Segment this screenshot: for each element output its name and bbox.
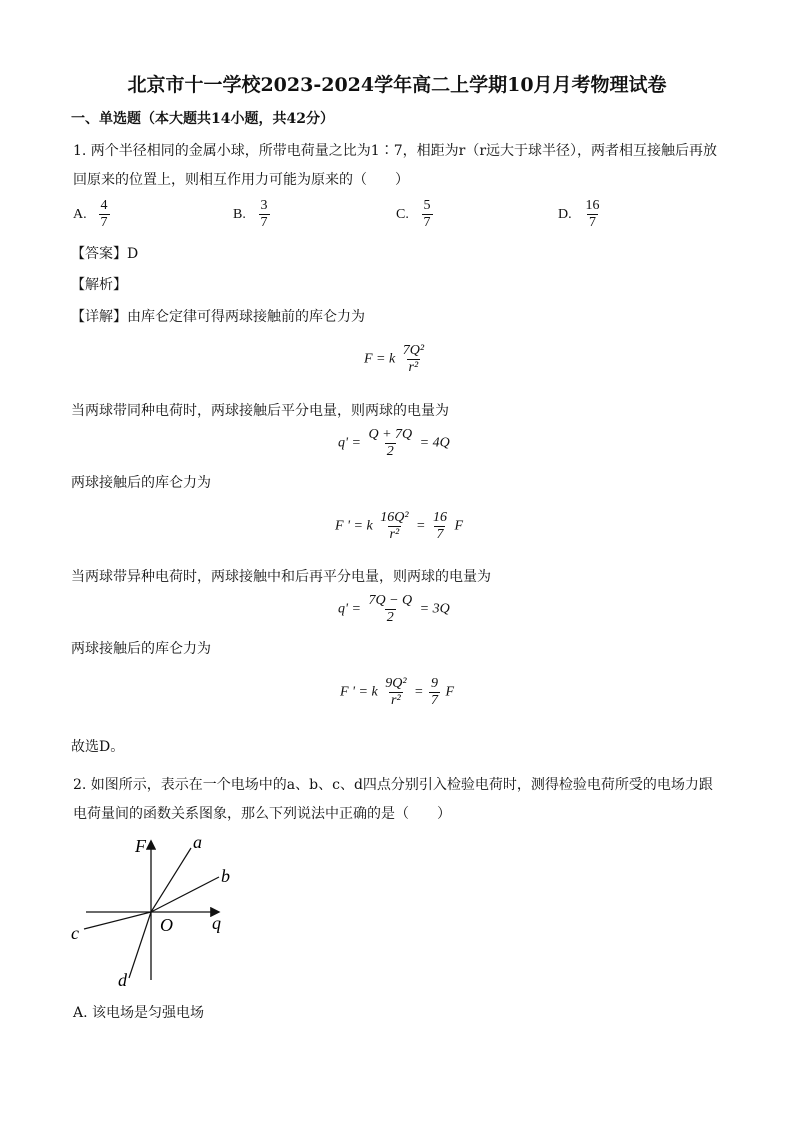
- label-q: q: [212, 913, 221, 933]
- q1-conclusion: 故选D。: [71, 739, 125, 755]
- eq-lhs: F ' = k: [335, 518, 373, 534]
- eq-rhs: F: [445, 684, 455, 700]
- equation-coulomb-before: [364, 343, 428, 376]
- label-origin: O: [160, 915, 173, 935]
- fraction-numerator: 16: [432, 510, 447, 525]
- fraction-numerator: 4: [100, 198, 108, 213]
- q1-stem-line1: 1. 两个半径相同的金属小球，所带电荷量之比为1∶7，相距为r（r远大于球半径），两者相互接触后再放: [73, 143, 718, 159]
- eq-rhs: = 4Q: [419, 435, 450, 451]
- fraction-numerator: 3: [260, 198, 268, 213]
- fraction-denominator: 7: [423, 215, 431, 230]
- eq-rhs: F: [454, 518, 464, 534]
- label-d: d: [118, 970, 127, 990]
- eq-lhs: q' =: [338, 601, 361, 617]
- fraction-denominator: r²: [408, 360, 419, 375]
- equation-force-same: [335, 510, 463, 543]
- eq-lhs: F ' = k: [340, 684, 378, 700]
- q1-text-opposite-charge: 当两球带异种电荷时，两球接触中和后再平分电量，则两球的电量为: [71, 569, 491, 585]
- fraction-numerator: 16Q²: [380, 510, 409, 525]
- label-c: c: [71, 923, 79, 943]
- fraction-numerator: 5: [423, 198, 431, 213]
- fraction-denominator: 7: [260, 215, 268, 230]
- q1-option-d[interactable]: [558, 198, 604, 231]
- q1-text-force-after-2: 两球接触后的库仑力为: [71, 641, 211, 657]
- q2-option-a[interactable]: A. 该电场是匀强电场: [73, 1005, 205, 1021]
- fraction-numerator: 9Q²: [385, 676, 407, 691]
- fraction-denominator: r²: [391, 693, 401, 708]
- fraction-denominator: r²: [389, 527, 400, 542]
- q1-option-c[interactable]: [396, 198, 435, 231]
- label-b: b: [221, 866, 230, 886]
- q1-text-force-after-1: 两球接触后的库仑力为: [71, 475, 211, 491]
- fraction-denominator: 7: [430, 693, 438, 708]
- fraction-denominator: 7: [589, 215, 596, 230]
- fraction-numerator: Q + 7Q: [368, 427, 413, 442]
- fraction-numerator: 7Q − Q: [368, 593, 413, 608]
- equation-charge-opposite: [338, 593, 450, 626]
- q1-option-a[interactable]: [73, 198, 112, 231]
- fraction-denominator: 2: [386, 444, 394, 459]
- eq-rhs: = 3Q: [419, 601, 450, 617]
- option-label: A.: [73, 206, 87, 222]
- line-a: [151, 848, 191, 912]
- fraction-numerator: 7Q²: [402, 343, 425, 358]
- page-title: 北京市十一学校2023-2024学年高二上学期10月月考物理试卷: [127, 74, 667, 96]
- q2-stem-line2: 电荷量间的函数关系图象，那么下列说法中正确的是（ ）: [73, 806, 451, 822]
- eq-lhs: F = k: [364, 351, 396, 367]
- fraction-denominator: 2: [386, 610, 394, 625]
- eq-equals: =: [416, 518, 426, 534]
- line-c: [84, 912, 151, 929]
- q2-stem-line1: 2. 如图所示，表示在一个电场中的a、b、c、d四点分别引入检验电荷时，测得检验电荷所受的电场力跟: [73, 777, 713, 793]
- eq-lhs: q' =: [338, 435, 361, 451]
- line-b: [151, 877, 219, 912]
- line-d: [129, 912, 151, 978]
- section-heading: 一、单选题（本大题共14小题，共42分）: [71, 111, 334, 127]
- q1-detail: 【详解】由库仑定律可得两球接触前的库仑力为: [71, 309, 365, 325]
- fraction-denominator: 7: [100, 215, 108, 230]
- equation-force-opposite: [340, 676, 454, 709]
- q1-answer: 【答案】D: [71, 246, 139, 262]
- force-charge-graph: [66, 830, 246, 995]
- q1-option-b[interactable]: [233, 198, 272, 231]
- fraction-denominator: 7: [436, 527, 444, 542]
- fraction-numerator: 16: [585, 198, 600, 213]
- option-label: C.: [396, 206, 409, 222]
- q1-text-same-charge: 当两球带同种电荷时，两球接触后平分电量，则两球的电量为: [71, 403, 449, 419]
- option-label: D.: [558, 206, 572, 222]
- label-a: a: [193, 832, 202, 852]
- fraction-numerator: 9: [430, 676, 438, 691]
- q1-analysis-heading: 【解析】: [71, 277, 127, 293]
- q1-stem-line2: 回原来的位置上，则相互作用力可能为原来的（ ）: [73, 172, 409, 188]
- option-label: B.: [233, 206, 246, 222]
- equation-charge-same: [338, 427, 450, 460]
- eq-equals: =: [414, 684, 424, 700]
- label-f: F: [135, 836, 146, 856]
